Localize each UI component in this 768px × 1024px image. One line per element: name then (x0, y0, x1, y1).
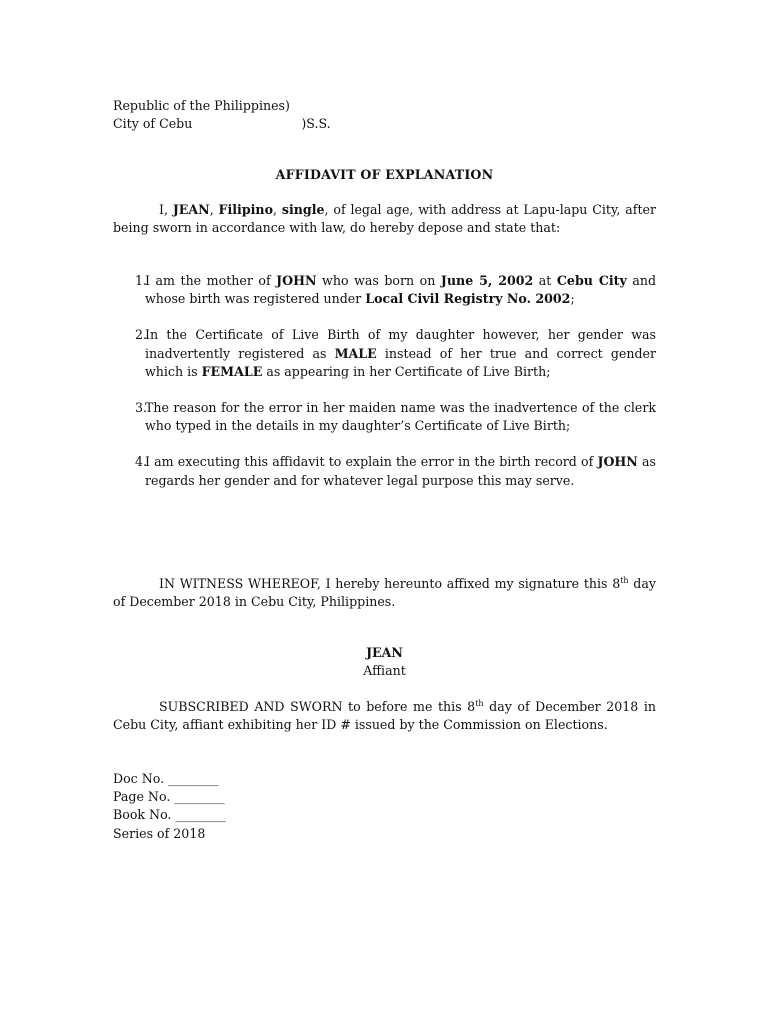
list-item: 1. I am the mother of JOHN who was born on June 5, 2002 at Cebu City and whose birth was registered under Local Civil Registry No. 2002; (135, 273, 657, 307)
affiant-name: JEAN (172, 202, 210, 217)
list-item: 3. The reason for the error in her maiden name was the inadvertence of the clerk who typed in the details in my daughter’s Certificate of Live Birth; (135, 400, 656, 434)
book-no: Book No. ________ (113, 807, 226, 823)
doc-no: Doc No. ________ (113, 771, 219, 786)
page-no: Page No. ________ (113, 789, 225, 805)
item-number: 1. (135, 273, 148, 288)
intro-paragraph: I, JEAN, Filipino, single, of legal age, with address at Lapu-lapu City, after being sworn in accordance with law, do hereby depose and state that: (113, 202, 656, 236)
affiant-block (113, 644, 656, 680)
venue-republic: Republic of the Philippines) (113, 98, 290, 113)
document-title: AFFIDAVIT OF EXPLANATION (275, 167, 494, 182)
series: Series of 2018 (113, 825, 206, 841)
affiant-signature-name: JEAN (366, 645, 403, 660)
statement-list (113, 272, 656, 508)
notary-references (113, 770, 656, 843)
civil-status: single (281, 202, 325, 217)
item-number: 3. (135, 400, 148, 416)
item-number: 2. (135, 327, 148, 343)
jurat-paragraph: SUBSCRIBED AND SWORN to before me this 8th day of December 2018 in Cebu City, affiant exhibiting her ID # issued by the Commission on Elections. (113, 699, 656, 733)
citizenship: Filipino (218, 202, 273, 217)
affiant-label: Affiant (363, 663, 406, 679)
venue-city (113, 115, 656, 133)
witness-paragraph: IN WITNESS WHEREOF, I hereby hereunto affixed my signature this 8th day of December 2018 in Cebu City, Philippines. (113, 576, 656, 610)
venue-block (113, 97, 656, 133)
item-number: 4. (135, 454, 148, 470)
list-item: 2. In the Certificate of Live Birth of my daughter however, her gender was inadvertently registered as MALE instead of her true and correct gender which is FEMALE as appearing in her Certificate of Live Birth; (135, 327, 656, 379)
venue-city-name: City of Cebu (113, 116, 193, 132)
venue-ss: )S.S. (301, 116, 331, 132)
list-item: 4. I am executing this affidavit to explain the error in the birth record of JOHN as regards her gender and for whatever legal purpose this may serve. (135, 454, 656, 488)
